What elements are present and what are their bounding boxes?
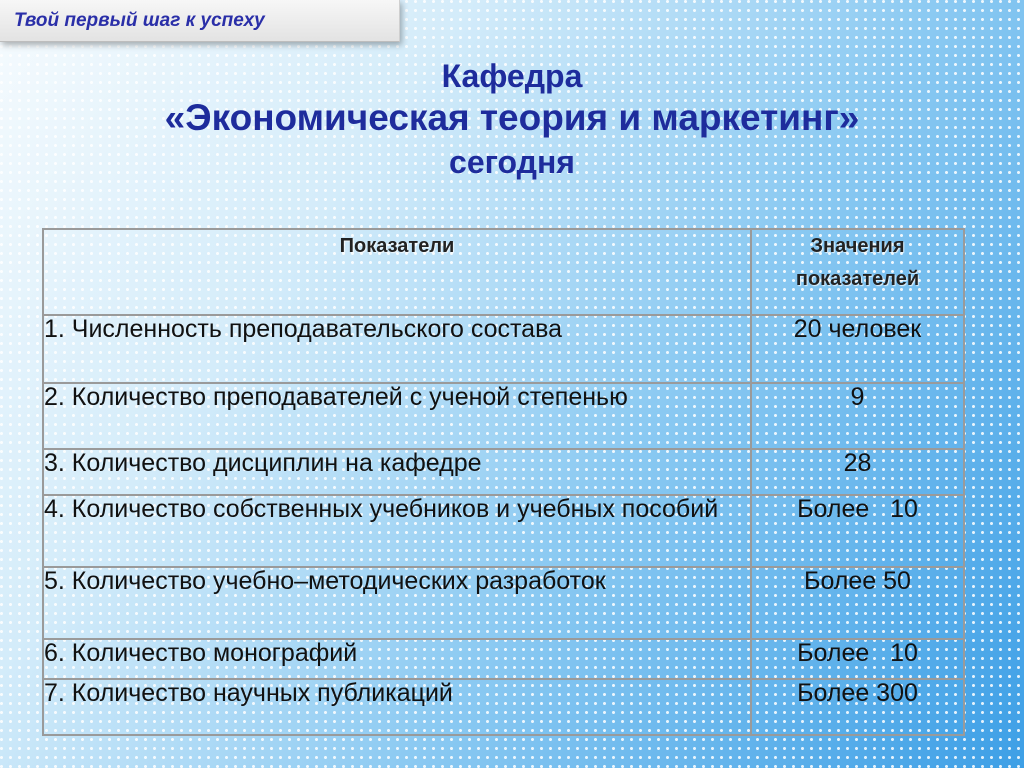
header-values: Значения показателей (751, 229, 964, 315)
title-line-today: сегодня (449, 144, 575, 180)
slogan-text: Твой первый шаг к успеху (14, 9, 265, 31)
value-cell: 20 человек (751, 315, 964, 383)
slogan-banner (0, 0, 400, 42)
table-row (43, 495, 964, 567)
table-row (43, 383, 964, 449)
table-row (43, 679, 964, 735)
table-row (43, 449, 964, 495)
table-header-row (43, 229, 964, 315)
value-cell: Более 50 (751, 567, 964, 639)
table-row (43, 567, 964, 639)
table-row (43, 639, 964, 679)
table-row (43, 315, 964, 383)
page-title (0, 58, 1024, 180)
value-cell: Более 10 (751, 639, 964, 679)
title-line-department: Кафедра (441, 58, 583, 94)
indicator-cell: 6. Количество монографий (43, 639, 751, 679)
indicator-cell: 2. Количество преподавателей с ученой степенью (43, 383, 751, 449)
value-cell: Более 300 (751, 679, 964, 735)
value-cell: 28 (751, 449, 964, 495)
value-cell: Более 10 (751, 495, 964, 567)
indicators-table (42, 228, 965, 736)
indicator-cell: 5. Количество учебно–методических разработок (43, 567, 751, 639)
header-indicators: Показатели (43, 229, 751, 315)
value-cell: 9 (751, 383, 964, 449)
title-line-name: «Экономическая теория и маркетинг» (164, 97, 860, 138)
indicator-cell: 3. Количество дисциплин на кафедре (43, 449, 751, 495)
indicator-cell: 4. Количество собственных учебников и учебных пособий (43, 495, 751, 567)
indicator-cell: 1. Численность преподавательского состава (43, 315, 751, 383)
indicator-cell: 7. Количество научных публикаций (43, 679, 751, 735)
